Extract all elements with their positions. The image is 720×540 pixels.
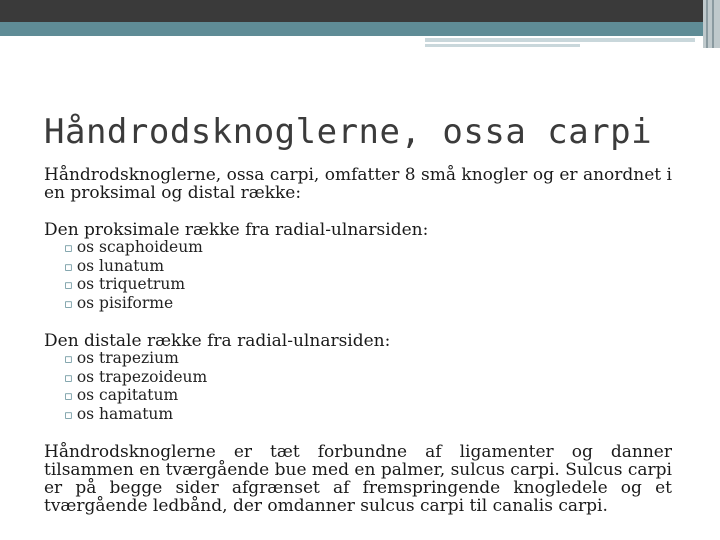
slide-title: Håndrodsknoglerne, ossa carpi — [44, 112, 653, 152]
list-item: ▫ os trapezium — [64, 350, 672, 369]
list-item: ▫ os lunatum — [64, 258, 672, 277]
edge-line — [712, 0, 714, 48]
distal-heading: Den distale række fra radial-ulnarsiden: — [44, 331, 391, 351]
header-dark-bar — [0, 0, 703, 22]
list-item: ▫ os hamatum — [64, 406, 672, 425]
list-item: ▫ os trapezoideum — [64, 369, 672, 388]
list-item: ▫ os pisiforme — [64, 295, 672, 314]
header-accent-bar — [0, 22, 703, 36]
header-edge-strip — [703, 0, 720, 48]
slide-body — [44, 166, 672, 515]
distal-list — [44, 350, 672, 424]
list-item: ▫ os capitatum — [64, 387, 672, 406]
list-item: ▫ os triquetrum — [64, 276, 672, 295]
proximal-list — [44, 239, 672, 313]
header-thin-rule-short — [425, 44, 580, 47]
edge-line — [706, 0, 708, 48]
list-item: ▫ os scaphoideum — [64, 239, 672, 258]
closing-paragraph: Håndrodsknoglerne er tæt forbundne af ligamenter og danner tilsammen en tværgående bue med en palmer, sulcus carpi. Sulcus carpi er på begge sider afgrænset af fremspringende knogledele og et tværgående ledbånd, der omdanner sulcus carpi til canalis carpi. — [44, 442, 672, 516]
intro-paragraph: Håndrodsknoglerne, ossa carpi, omfatter 8 små knogler og er anordnet i en proksimal og distal række: — [44, 165, 672, 203]
header-thin-rule — [425, 38, 695, 42]
proximal-heading: Den proksimale række fra radial-ulnarsiden: — [44, 220, 429, 240]
